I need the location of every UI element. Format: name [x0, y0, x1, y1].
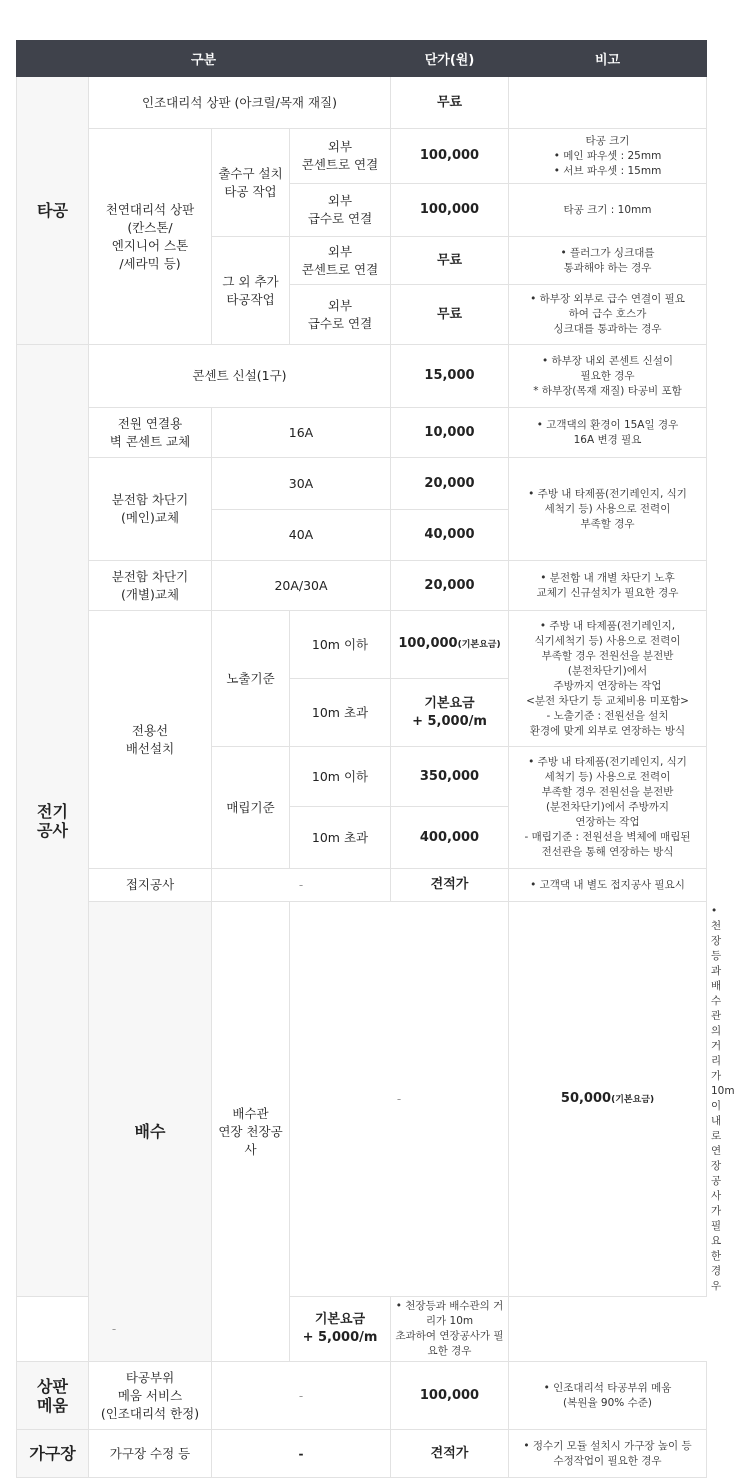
row-spec: -: [212, 1430, 391, 1478]
table-row: 배수 배수관 연장 천장공사 - 50,000(기본요금) • 천장등과 배수관의 거리가 10m 이내로 연장공사가 필요한 경우: [17, 902, 707, 1297]
natural-stone-label: 천연대리석 상판 (칸스톤/ 엔지니어 스톤 /세라믹 등): [89, 129, 212, 345]
table-row: [17, 611, 707, 679]
row-label: 접지공사: [89, 869, 212, 902]
table-row: [17, 869, 707, 902]
row-price: 20,000: [391, 561, 509, 611]
row-spec: 40A: [212, 510, 391, 561]
row-sub-label: 외부 콘센트로 연결: [290, 237, 391, 285]
row-price: 40,000: [391, 510, 509, 561]
row-price: 20,000: [391, 458, 509, 510]
row-price: 400,000: [391, 807, 509, 869]
price-value: 50,000: [560, 1090, 612, 1106]
row-spec: 20A/30A: [212, 561, 391, 611]
row-label: 분전함 차단기 (개별)교체: [89, 561, 212, 611]
row-label: 전원 연결용 벽 콘센트 교체: [89, 408, 212, 458]
row-note: • 천장등과 배수관의 거리가 10m 초과하여 연장공사가 필요한 경우: [391, 1297, 509, 1362]
category-patch: 상판 메움: [17, 1362, 89, 1430]
row-label: 인조대리석 상판 (아크릴/목재 재질): [89, 77, 391, 129]
row-price: 100,000: [391, 1362, 509, 1430]
table-row: [17, 561, 707, 611]
row-price: 견적가: [391, 1430, 509, 1478]
row-price: 기본요금 + 5,000/m: [290, 1297, 391, 1362]
table-row: [17, 77, 707, 129]
price-suffix: (기본요금): [611, 1094, 655, 1105]
header-price: 단가(원): [391, 41, 509, 77]
row-price: 350,000: [391, 747, 509, 807]
row-note: • 고객댁 내 별도 접지공사 필요시: [509, 869, 707, 902]
row-label: 배수관 연장 천장공사: [212, 902, 290, 1362]
table-header-row: [17, 41, 707, 77]
table-row: [17, 129, 707, 184]
row-price: 무료: [391, 237, 509, 285]
main-breaker-label: 분전함 차단기 (메인)교체: [89, 458, 212, 561]
row-sub-label: 외부 급수로 연결: [290, 285, 391, 345]
row-note: • 하부장 외부로 급수 연결이 필요 하여 급수 호스가 싱크대를 통과하는 경우: [509, 285, 707, 345]
row-spec: -: [290, 902, 509, 1297]
row-spec: 30A: [212, 458, 391, 510]
row-note: • 분전함 내 개별 차단기 노후 교체기 신규설치가 필요한 경우: [509, 561, 707, 611]
row-note: 타공 크기 : 10mm: [509, 184, 707, 237]
table-row: [17, 458, 707, 510]
row-sub-label: 외부 콘센트로 연결: [290, 129, 391, 184]
row-note: • 주방 내 타제품(전기레인지, 식기 세척기 등) 사용으로 전력이 부족할 경우 전원선을 분전반 (분전차단기)에서 주방까지 연장하는 작업 - 매립기준 : 전원선을 벽체에 매립된 전선관을 통해 연장하는 방식: [509, 747, 707, 869]
embedded-label: 매립기준: [212, 747, 290, 869]
row-price: 무료: [391, 285, 509, 345]
row-sub-label: 10m 이하: [290, 611, 391, 679]
row-sub-label: 외부 급수로 연결: [290, 184, 391, 237]
row-price: 견적가: [391, 869, 509, 902]
price-table: [16, 40, 735, 1478]
row-note: • 고객댁의 환경이 15A일 경우 16A 변경 필요: [509, 408, 707, 458]
row-sub-label: 10m 초과: [290, 679, 391, 747]
row-spec: -: [212, 869, 391, 902]
row-price: 기본요금 + 5,000/m: [391, 679, 509, 747]
header-category: 구분: [17, 41, 391, 77]
table-row: [17, 408, 707, 458]
extra-drilling-label: 그 외 추가 타공작업: [212, 237, 290, 345]
row-price: 무료: [391, 77, 509, 129]
row-price: 15,000: [391, 345, 509, 408]
exposed-label: 노출기준: [212, 611, 290, 747]
row-sub-label: 10m 초과: [290, 807, 391, 869]
row-note: [509, 77, 707, 129]
category-electric: 전기 공사: [17, 345, 89, 1297]
row-price: [391, 611, 509, 679]
row-note: • 플러그가 싱크대를 통과해야 하는 경우: [509, 237, 707, 285]
price-suffix: (기본요금): [457, 640, 501, 650]
row-label: 가구장 수정 등: [89, 1430, 212, 1478]
row-label: 타공부위 메움 서비스 (인조대리석 한정): [89, 1362, 212, 1430]
row-note: • 정수기 모듈 설치시 가구장 높이 등 수정작업이 필요한 경우: [509, 1430, 707, 1478]
table-row: [17, 1430, 707, 1478]
header-note: 비고: [509, 41, 707, 77]
row-note: • 인조대리석 타공부위 메움 (복원율 90% 수준): [509, 1362, 707, 1430]
row-spec: -: [17, 1297, 212, 1362]
category-furniture: 가구장: [17, 1430, 89, 1478]
row-note: • 주방 내 타제품(전기레인지, 식기 세척기 등) 사용으로 전력이 부족할 경우: [509, 458, 707, 561]
row-sub-label: 10m 이하: [290, 747, 391, 807]
row-price: [509, 902, 707, 1297]
wiring-label: 전용선 배선설치: [89, 611, 212, 869]
category-tagong: 타공: [17, 77, 89, 345]
price-value: 100,000: [398, 636, 458, 651]
row-price: 10,000: [391, 408, 509, 458]
row-note: 타공 크기 • 메인 파우셋 : 25mm • 서브 파우셋 : 15mm: [509, 129, 707, 184]
table-row: [17, 345, 707, 408]
row-price: 100,000: [391, 129, 509, 184]
outlet-drilling-label: 출수구 설치 타공 작업: [212, 129, 290, 237]
table-row: [17, 1362, 707, 1430]
row-spec: 16A: [212, 408, 391, 458]
row-price: 100,000: [391, 184, 509, 237]
category-drain: 배수: [89, 902, 212, 1362]
row-label: 콘센트 신설(1구): [89, 345, 391, 408]
row-note: • 하부장 내외 콘센트 신설이 필요한 경우 * 하부장(목재 재질) 타공비 포함: [509, 345, 707, 408]
row-spec: -: [212, 1362, 391, 1430]
table-row: [17, 1297, 707, 1362]
row-note: • 주방 내 타제품(전기레인지, 식기세척기 등) 사용으로 전력이 부족할 경우 전원선을 분전반 (분전차단기)에서 주방까지 연장하는 작업 <분전 차단기 등 교체비용 미포함> - 노출기준 : 전원선을 설치 환경에 맞게 외부로 연장하는 방식: [509, 611, 707, 747]
